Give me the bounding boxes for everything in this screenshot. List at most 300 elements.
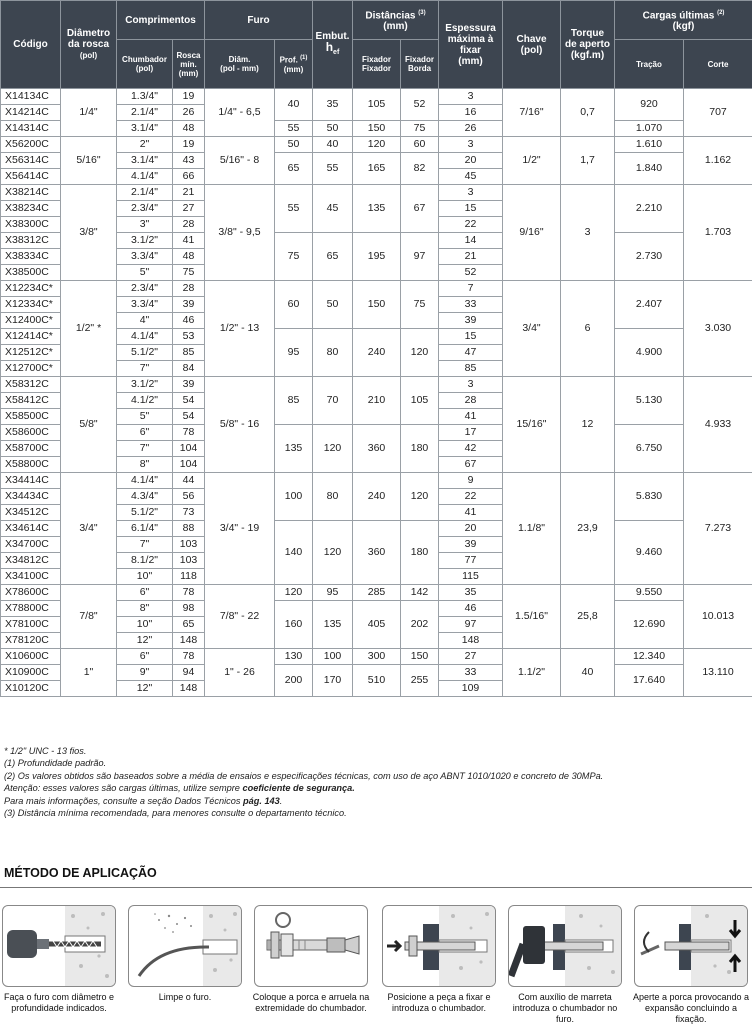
step-3-caption: Coloque a porca e arruela na extremidade do chumbador. — [252, 992, 370, 1014]
cell-fixador-fixador: 165 — [353, 153, 401, 185]
cell-codigo: X58800C — [1, 457, 61, 473]
cell-chumbador: 3.1/2" — [117, 233, 173, 249]
cell-diametro: 7/8" — [61, 585, 117, 649]
cell-rosca: 39 — [173, 297, 205, 313]
cell-fixador-fixador: 240 — [353, 473, 401, 521]
cell-corte: 3.030 — [684, 281, 752, 377]
cell-codigo: X34812C — [1, 553, 61, 569]
cell-chumbador: 3.1/4" — [117, 121, 173, 137]
cell-fixador-borda: 105 — [401, 377, 439, 425]
anchor-nut-icon — [254, 905, 368, 987]
cell-chumbador: 7" — [117, 537, 173, 553]
cell-torque: 1,7 — [561, 137, 615, 185]
cell-tracao: 1.840 — [615, 153, 684, 185]
cell-corte: 4.933 — [684, 377, 752, 473]
cell-fixador-fixador: 150 — [353, 281, 401, 329]
cell-rosca: 19 — [173, 137, 205, 153]
cell-espessura: 16 — [439, 105, 503, 121]
cell-chumbador: 3.1/2" — [117, 377, 173, 393]
cell-fixador-fixador: 150 — [353, 121, 401, 137]
cell-codigo: X56414C — [1, 169, 61, 185]
cell-prof: 50 — [275, 137, 313, 153]
cell-chumbador: 2.1/4" — [117, 105, 173, 121]
header-diam: Diâm. (pol - mm) — [205, 40, 275, 89]
header-corte: Corte — [684, 40, 752, 89]
cell-fixador-fixador: 195 — [353, 233, 401, 281]
cell-diam-furo: 1/4" - 6,5 — [205, 89, 275, 137]
header-chave: Chave (pol) — [503, 1, 561, 89]
cell-rosca: 54 — [173, 393, 205, 409]
cell-torque: 12 — [561, 377, 615, 473]
cell-diametro: 5/8" — [61, 377, 117, 473]
cell-espessura: 77 — [439, 553, 503, 569]
cell-chumbador: 8" — [117, 601, 173, 617]
cell-embut: 95 — [313, 585, 353, 601]
cell-espessura: 39 — [439, 313, 503, 329]
cell-rosca: 103 — [173, 537, 205, 553]
cell-codigo: X12400C* — [1, 313, 61, 329]
header-espessura: Espessura máxima à fixar (mm) — [439, 1, 503, 89]
cell-torque: 0,7 — [561, 89, 615, 137]
cell-chumbador: 2" — [117, 137, 173, 153]
wrench-expand-icon — [634, 905, 748, 987]
cell-codigo: X58500C — [1, 409, 61, 425]
cell-codigo: X38334C — [1, 249, 61, 265]
cell-fixador-fixador: 300 — [353, 649, 401, 665]
method-title: MÉTODO DE APLICAÇÃO — [4, 866, 157, 880]
header-fixador-fixador: Fixador Fixador — [353, 40, 401, 89]
cell-codigo: X56314C — [1, 153, 61, 169]
cell-espessura: 22 — [439, 489, 503, 505]
cell-espessura: 17 — [439, 425, 503, 441]
cell-espessura: 3 — [439, 137, 503, 153]
header-distancias: Distâncias $^{(3)}$ (mm) — [353, 1, 439, 40]
cell-fixador-borda: 180 — [401, 521, 439, 585]
cell-rosca: 65 — [173, 617, 205, 633]
cell-fixador-borda: 180 — [401, 425, 439, 473]
cell-embut: 65 — [313, 233, 353, 281]
cell-torque: 23,9 — [561, 473, 615, 585]
cell-chumbador: 5.1/2" — [117, 505, 173, 521]
table-row — [1, 137, 752, 153]
cell-fixador-fixador: 120 — [353, 137, 401, 153]
cell-chumbador: 5.1/2" — [117, 345, 173, 361]
cell-espessura: 9 — [439, 473, 503, 489]
cell-codigo: X10900C — [1, 665, 61, 681]
cell-corte: 13.110 — [684, 649, 752, 697]
cell-codigo: X34100C — [1, 569, 61, 585]
cell-embut: 80 — [313, 473, 353, 521]
cell-diametro: 3/8" — [61, 185, 117, 281]
cell-rosca: 148 — [173, 633, 205, 649]
cell-rosca: 118 — [173, 569, 205, 585]
cell-prof: 140 — [275, 521, 313, 585]
cell-diam-furo: 5/16" - 8 — [205, 137, 275, 185]
cell-prof: 85 — [275, 377, 313, 425]
cell-espessura: 22 — [439, 217, 503, 233]
cell-chumbador: 3.3/4" — [117, 297, 173, 313]
cell-corte: 707 — [684, 89, 752, 137]
cell-rosca: 21 — [173, 185, 205, 201]
cell-codigo: X38312C — [1, 233, 61, 249]
cell-fixador-borda: 82 — [401, 153, 439, 185]
cell-prof: 65 — [275, 153, 313, 185]
table-row — [1, 89, 752, 105]
table-row — [1, 585, 752, 601]
cell-codigo: X34434C — [1, 489, 61, 505]
cell-rosca: 148 — [173, 681, 205, 697]
cell-espessura: 3 — [439, 185, 503, 201]
cell-espessura: 7 — [439, 281, 503, 297]
cell-codigo: X34512C — [1, 505, 61, 521]
cell-prof: 55 — [275, 185, 313, 233]
cell-prof: 135 — [275, 425, 313, 473]
cell-chumbador: 3.1/4" — [117, 153, 173, 169]
cell-diametro: 1/2" * — [61, 281, 117, 377]
cell-embut: 70 — [313, 377, 353, 425]
header-tracao: Tração — [615, 40, 684, 89]
step-4-caption: Posicione a peça a fixar e introduza o chumbador. — [380, 992, 498, 1014]
cell-rosca: 53 — [173, 329, 205, 345]
cell-codigo: X56200C — [1, 137, 61, 153]
cell-tracao: 1.610 — [615, 137, 684, 153]
cell-fixador-borda: 142 — [401, 585, 439, 601]
table-row — [1, 185, 752, 201]
cell-prof: 40 — [275, 89, 313, 121]
note-distancia: (3) Distância mínima recomendada, para menores consulte o departamento técnico. — [4, 807, 744, 819]
cell-fixador-fixador: 510 — [353, 665, 401, 697]
cell-fixador-borda: 97 — [401, 233, 439, 281]
step-6-caption: Aperte a porca provocando a expansão concluindo a fixação. — [632, 992, 750, 1025]
cell-rosca: 78 — [173, 425, 205, 441]
cell-corte: 10.013 — [684, 585, 752, 649]
cell-diam-furo: 3/8" - 9,5 — [205, 185, 275, 281]
cell-rosca: 54 — [173, 409, 205, 425]
cell-torque: 3 — [561, 185, 615, 281]
cell-prof: 60 — [275, 281, 313, 329]
cell-fixador-borda: 75 — [401, 281, 439, 329]
header-comprimentos: Comprimentos — [117, 1, 205, 40]
cell-chumbador: 6" — [117, 425, 173, 441]
header-embut: Embut. $h_{ef}$ — [313, 1, 353, 89]
cell-fixador-fixador: 285 — [353, 585, 401, 601]
header-codigo: Código — [1, 1, 61, 89]
cell-tracao: 920 — [615, 89, 684, 121]
cell-tracao: 12.690 — [615, 601, 684, 649]
cell-codigo: X38300C — [1, 217, 61, 233]
cell-corte: 1.162 — [684, 137, 752, 185]
cell-prof: 130 — [275, 649, 313, 665]
cell-fixador-borda: 52 — [401, 89, 439, 121]
cell-prof: 100 — [275, 473, 313, 521]
cell-tracao: 5.830 — [615, 473, 684, 521]
cell-torque: 6 — [561, 281, 615, 377]
table-row — [1, 473, 752, 489]
cell-fixador-borda: 67 — [401, 185, 439, 233]
cell-chumbador: 3" — [117, 217, 173, 233]
cell-chumbador: 8" — [117, 457, 173, 473]
cell-chumbador: 2.3/4" — [117, 201, 173, 217]
step-5-caption: Com auxílio de marreta introduza o chumbador no furo. — [506, 992, 624, 1025]
note-profundidade: (1) Profundidade padrão. — [4, 757, 744, 769]
cell-embut: 100 — [313, 649, 353, 665]
cell-embut: 120 — [313, 521, 353, 585]
cell-espessura: 15 — [439, 201, 503, 217]
step-1-caption: Faça o furo com diâmetro e profundidade indicados. — [0, 992, 118, 1014]
cell-fixador-borda: 150 — [401, 649, 439, 665]
cell-chumbador: 7" — [117, 441, 173, 457]
spec-table-body — [1, 89, 752, 697]
cell-espessura: 3 — [439, 377, 503, 393]
note-ensaios: (2) Os valores obtidos são baseados sobre a média de ensaios e especificações técnicas, com uso de aço ABNT 1010/1020 e concreto de 30MPa. — [4, 770, 744, 782]
hammer-icon — [508, 905, 622, 987]
cell-tracao: 9.460 — [615, 521, 684, 585]
cell-codigo: X14214C — [1, 105, 61, 121]
cell-tracao: 17.640 — [615, 665, 684, 697]
cell-chumbador: 10" — [117, 617, 173, 633]
blow-out-icon — [128, 905, 242, 987]
cell-rosca: 44 — [173, 473, 205, 489]
cell-codigo: X12234C* — [1, 281, 61, 297]
cell-codigo: X14314C — [1, 121, 61, 137]
cell-rosca: 28 — [173, 281, 205, 297]
cell-espessura: 52 — [439, 265, 503, 281]
method-step-6 — [632, 905, 750, 1025]
cell-tracao: 1.070 — [615, 121, 684, 137]
cell-espessura: 20 — [439, 521, 503, 537]
cell-chave: 1.1/8" — [503, 473, 561, 585]
cell-prof: 120 — [275, 585, 313, 601]
cell-chumbador: 4.1/2" — [117, 393, 173, 409]
cell-fixador-borda: 255 — [401, 665, 439, 697]
cell-espessura: 28 — [439, 393, 503, 409]
cell-torque: 25,8 — [561, 585, 615, 649]
cell-codigo: X10120C — [1, 681, 61, 697]
cell-rosca: 48 — [173, 249, 205, 265]
cell-chumbador: 5" — [117, 409, 173, 425]
cell-espessura: 42 — [439, 441, 503, 457]
cell-rosca: 39 — [173, 377, 205, 393]
cell-espessura: 14 — [439, 233, 503, 249]
method-step-3 — [252, 905, 370, 1014]
cell-chumbador: 9" — [117, 665, 173, 681]
cell-tracao: 4.900 — [615, 329, 684, 377]
cell-chumbador: 4.1/4" — [117, 169, 173, 185]
header-prof: Prof. $^{(1)}$ (mm) — [275, 40, 313, 89]
cell-fixador-fixador: 360 — [353, 521, 401, 585]
cell-chumbador: 4" — [117, 313, 173, 329]
cell-embut: 50 — [313, 281, 353, 329]
cell-codigo: X38500C — [1, 265, 61, 281]
cell-tracao: 5.130 — [615, 377, 684, 425]
cell-espessura: 33 — [439, 665, 503, 681]
cell-chave: 1.1/2" — [503, 649, 561, 697]
cell-diametro: 1/4" — [61, 89, 117, 137]
cell-chave: 3/4" — [503, 281, 561, 377]
cell-codigo: X78800C — [1, 601, 61, 617]
cell-rosca: 78 — [173, 585, 205, 601]
header-rosca: Rosca mín. (mm) — [173, 40, 205, 89]
note-atencao: Atenção: esses valores são cargas últimas, utilize sempre coeficiente de segurança. — [4, 782, 744, 794]
cell-espessura: 26 — [439, 121, 503, 137]
cell-codigo: X38214C — [1, 185, 61, 201]
cell-prof: 95 — [275, 329, 313, 377]
step-2-caption: Limpe o furo. — [126, 992, 244, 1003]
cell-fixador-fixador: 360 — [353, 425, 401, 473]
cell-chave: 1.5/16" — [503, 585, 561, 649]
cell-rosca: 28 — [173, 217, 205, 233]
cell-fixador-borda: 120 — [401, 473, 439, 521]
method-step-4 — [380, 905, 498, 1014]
cell-espessura: 15 — [439, 329, 503, 345]
cell-tracao: 9.550 — [615, 585, 684, 601]
cell-chumbador: 2.3/4" — [117, 281, 173, 297]
cell-rosca: 104 — [173, 457, 205, 473]
cell-chumbador: 7" — [117, 361, 173, 377]
cell-diam-furo: 1" - 26 — [205, 649, 275, 697]
cell-rosca: 78 — [173, 649, 205, 665]
cell-codigo: X12700C* — [1, 361, 61, 377]
cell-codigo: X10600C — [1, 649, 61, 665]
cell-fixador-borda: 202 — [401, 601, 439, 649]
cell-corte: 1.703 — [684, 185, 752, 281]
drill-hole-icon — [2, 905, 116, 987]
cell-codigo: X58312C — [1, 377, 61, 393]
cell-embut: 50 — [313, 121, 353, 137]
cell-corte: 7.273 — [684, 473, 752, 585]
cell-chumbador: 10" — [117, 569, 173, 585]
cell-rosca: 75 — [173, 265, 205, 281]
cell-rosca: 103 — [173, 553, 205, 569]
cell-codigo: X34614C — [1, 521, 61, 537]
table-row — [1, 281, 752, 297]
cell-chumbador: 12" — [117, 633, 173, 649]
cell-rosca: 94 — [173, 665, 205, 681]
cell-espessura: 97 — [439, 617, 503, 633]
cell-rosca: 27 — [173, 201, 205, 217]
cell-chave: 7/16" — [503, 89, 561, 137]
cell-fixador-fixador: 135 — [353, 185, 401, 233]
cell-prof: 200 — [275, 665, 313, 697]
header-cargas: Cargas últimas $^{(2)}$ (kgf) — [615, 1, 752, 40]
method-divider — [0, 887, 752, 888]
cell-torque: 40 — [561, 649, 615, 697]
cell-espessura: 33 — [439, 297, 503, 313]
cell-embut: 80 — [313, 329, 353, 377]
header-furo: Furo — [205, 1, 313, 40]
cell-codigo: X12334C* — [1, 297, 61, 313]
cell-rosca: 84 — [173, 361, 205, 377]
cell-diametro: 3/4" — [61, 473, 117, 585]
cell-chumbador: 4.3/4" — [117, 489, 173, 505]
cell-chumbador: 6.1/4" — [117, 521, 173, 537]
cell-chumbador: 6" — [117, 585, 173, 601]
cell-espessura: 47 — [439, 345, 503, 361]
method-step-2 — [126, 905, 244, 1003]
cell-codigo: X78120C — [1, 633, 61, 649]
cell-chumbador: 8.1/2" — [117, 553, 173, 569]
cell-rosca: 48 — [173, 121, 205, 137]
cell-tracao: 2.730 — [615, 233, 684, 281]
cell-chave: 9/16" — [503, 185, 561, 281]
cell-codigo: X12414C* — [1, 329, 61, 345]
cell-codigo: X58412C — [1, 393, 61, 409]
cell-chumbador: 2.1/4" — [117, 185, 173, 201]
cell-embut: 35 — [313, 89, 353, 121]
cell-rosca: 56 — [173, 489, 205, 505]
cell-embut: 40 — [313, 137, 353, 153]
table-row — [1, 649, 752, 665]
cell-chumbador: 1.3/4" — [117, 89, 173, 105]
cell-codigo: X58700C — [1, 441, 61, 457]
cell-espessura: 46 — [439, 601, 503, 617]
header-chumbador: Chumbador (pol) — [117, 40, 173, 89]
cell-chumbador: 12" — [117, 681, 173, 697]
cell-fixador-fixador: 240 — [353, 329, 401, 377]
cell-diam-furo: 7/8" - 22 — [205, 585, 275, 649]
cell-diametro: 5/16" — [61, 137, 117, 185]
cell-rosca: 73 — [173, 505, 205, 521]
cell-tracao: 6.750 — [615, 425, 684, 473]
cell-rosca: 88 — [173, 521, 205, 537]
cell-espessura: 20 — [439, 153, 503, 169]
cell-codigo: X14134C — [1, 89, 61, 105]
cell-fixador-borda: 120 — [401, 329, 439, 377]
cell-codigo: X58600C — [1, 425, 61, 441]
cell-chave: 1/2" — [503, 137, 561, 185]
cell-tracao: 2.210 — [615, 185, 684, 233]
cell-espessura: 67 — [439, 457, 503, 473]
cell-espessura: 21 — [439, 249, 503, 265]
cell-espessura: 115 — [439, 569, 503, 585]
cell-chumbador: 6" — [117, 649, 173, 665]
note-dados-tecnicos: Para mais informações, consulte a seção Dados Técnicos pág. 143. — [4, 795, 744, 807]
cell-chumbador: 4.1/4" — [117, 329, 173, 345]
cell-codigo: X34414C — [1, 473, 61, 489]
header-fixador-borda: Fixador Borda — [401, 40, 439, 89]
cell-espessura: 45 — [439, 169, 503, 185]
cell-diametro: 1" — [61, 649, 117, 697]
cell-chave: 15/16" — [503, 377, 561, 473]
cell-codigo: X38234C — [1, 201, 61, 217]
cell-prof: 160 — [275, 601, 313, 649]
cell-espessura: 41 — [439, 505, 503, 521]
method-step-1 — [0, 905, 118, 1014]
cell-fixador-fixador: 210 — [353, 377, 401, 425]
cell-espessura: 148 — [439, 633, 503, 649]
cell-diam-furo: 3/4" - 19 — [205, 473, 275, 585]
header-diametro: Diâmetro da rosca (pol) — [61, 1, 117, 89]
cell-espessura: 109 — [439, 681, 503, 697]
cell-espessura: 41 — [439, 409, 503, 425]
cell-codigo: X78100C — [1, 617, 61, 633]
cell-embut: 170 — [313, 665, 353, 697]
cell-fixador-fixador: 105 — [353, 89, 401, 121]
cell-codigo: X34700C — [1, 537, 61, 553]
cell-chumbador: 3.3/4" — [117, 249, 173, 265]
note-unc: * 1/2" UNC - 13 fios. — [4, 745, 744, 757]
cell-espessura: 85 — [439, 361, 503, 377]
table-row — [1, 377, 752, 393]
cell-embut: 45 — [313, 185, 353, 233]
cell-espessura: 27 — [439, 649, 503, 665]
cell-espessura: 39 — [439, 537, 503, 553]
cell-rosca: 85 — [173, 345, 205, 361]
cell-codigo: X12512C* — [1, 345, 61, 361]
cell-rosca: 46 — [173, 313, 205, 329]
cell-fixador-borda: 60 — [401, 137, 439, 153]
cell-fixador-fixador: 405 — [353, 601, 401, 649]
